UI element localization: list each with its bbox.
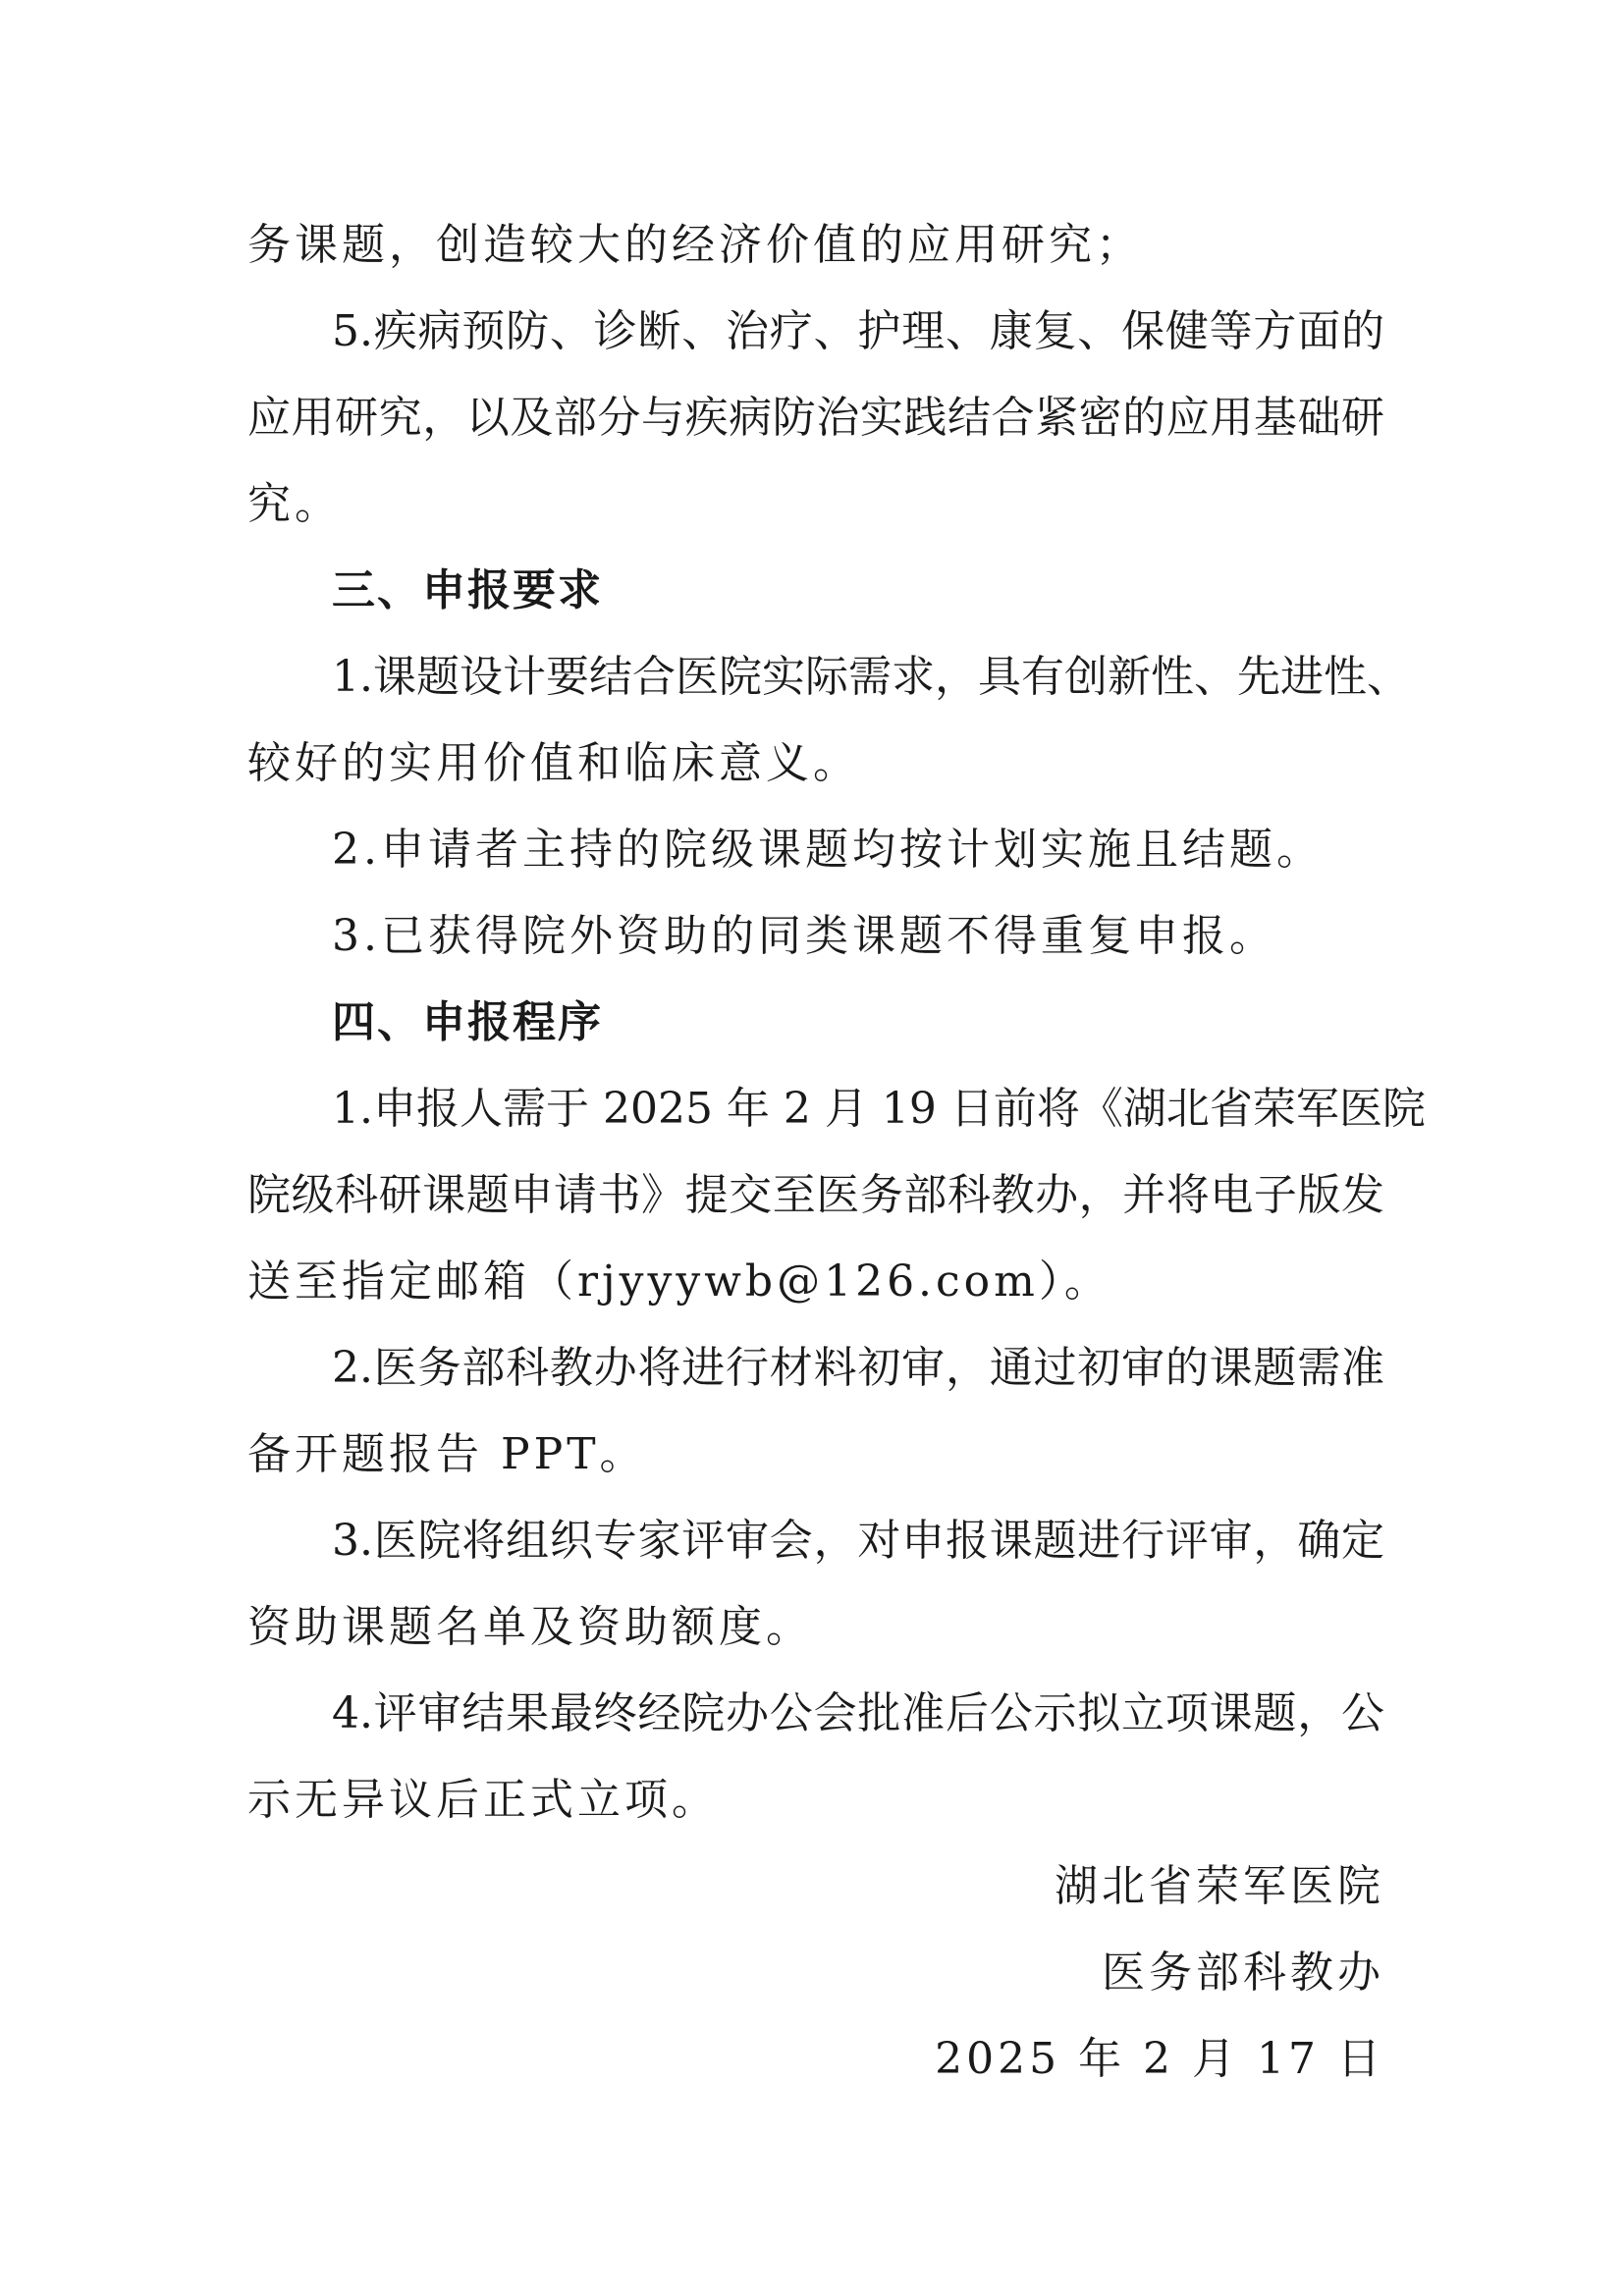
paragraph-line: 务课题，创造较大的经济价值的应用研究； bbox=[247, 220, 1143, 270]
procedure-item-1-line-3: 送至指定邮箱（rjyyywb@126.com）。 bbox=[247, 1256, 1111, 1307]
paragraph-line: 应用研究，以及部分与疾病防治实践结合紧密的应用基础研 bbox=[247, 393, 1384, 443]
procedure-item-4-line-2: 示无异议后正式立项。 bbox=[247, 1775, 719, 1825]
requirement-item-2: 2.申请者主持的院级课题均按计划实施且结题。 bbox=[332, 825, 1324, 875]
section-heading-procedure: 四、申报程序 bbox=[332, 997, 603, 1047]
procedure-item-2-line-2: 备开题报告 PPT。 bbox=[247, 1429, 647, 1479]
procedure-item-4-line-1: 4.评审结果最终经院办公会批准后公示拟立项课题，公 bbox=[332, 1688, 1384, 1738]
signature-organization: 湖北省荣军医院 bbox=[1055, 1861, 1384, 1911]
paragraph-line: 5.疾病预防、诊断、治疗、护理、康复、保健等方面的 bbox=[332, 306, 1384, 356]
requirement-item-1-line-1: 1.课题设计要结合医院实际需求，具有创新性、先进性、 bbox=[332, 652, 1410, 702]
procedure-item-1-line-2: 院级科研课题申请书》提交至医务部科教办，并将电子版发 bbox=[247, 1170, 1384, 1220]
procedure-item-3-line-2: 资助课题名单及资助额度。 bbox=[247, 1602, 813, 1652]
requirement-item-3: 3.已获得院外资助的同类课题不得重复申报。 bbox=[332, 911, 1276, 961]
document-body bbox=[247, 202, 1426, 2103]
procedure-item-2-line-1: 2.医务部科教办将进行材料初审，通过初审的课题需准 bbox=[332, 1343, 1384, 1393]
section-heading-requirements: 三、申报要求 bbox=[332, 565, 603, 615]
signature-department: 医务部科教办 bbox=[1102, 1948, 1384, 1998]
procedure-item-3-line-1: 3.医院将组织专家评审会，对申报课题进行评审，确定 bbox=[332, 1516, 1384, 1566]
requirement-item-1-line-2: 较好的实用价值和临床意义。 bbox=[247, 738, 860, 788]
signature-date: 2025 年 2 月 17 日 bbox=[935, 2034, 1384, 2084]
paragraph-line: 究。 bbox=[247, 479, 342, 529]
procedure-item-1-line-1: 1.申报人需于 2025 年 2 月 19 日前将《湖北省荣军医院 bbox=[332, 1084, 1426, 1134]
